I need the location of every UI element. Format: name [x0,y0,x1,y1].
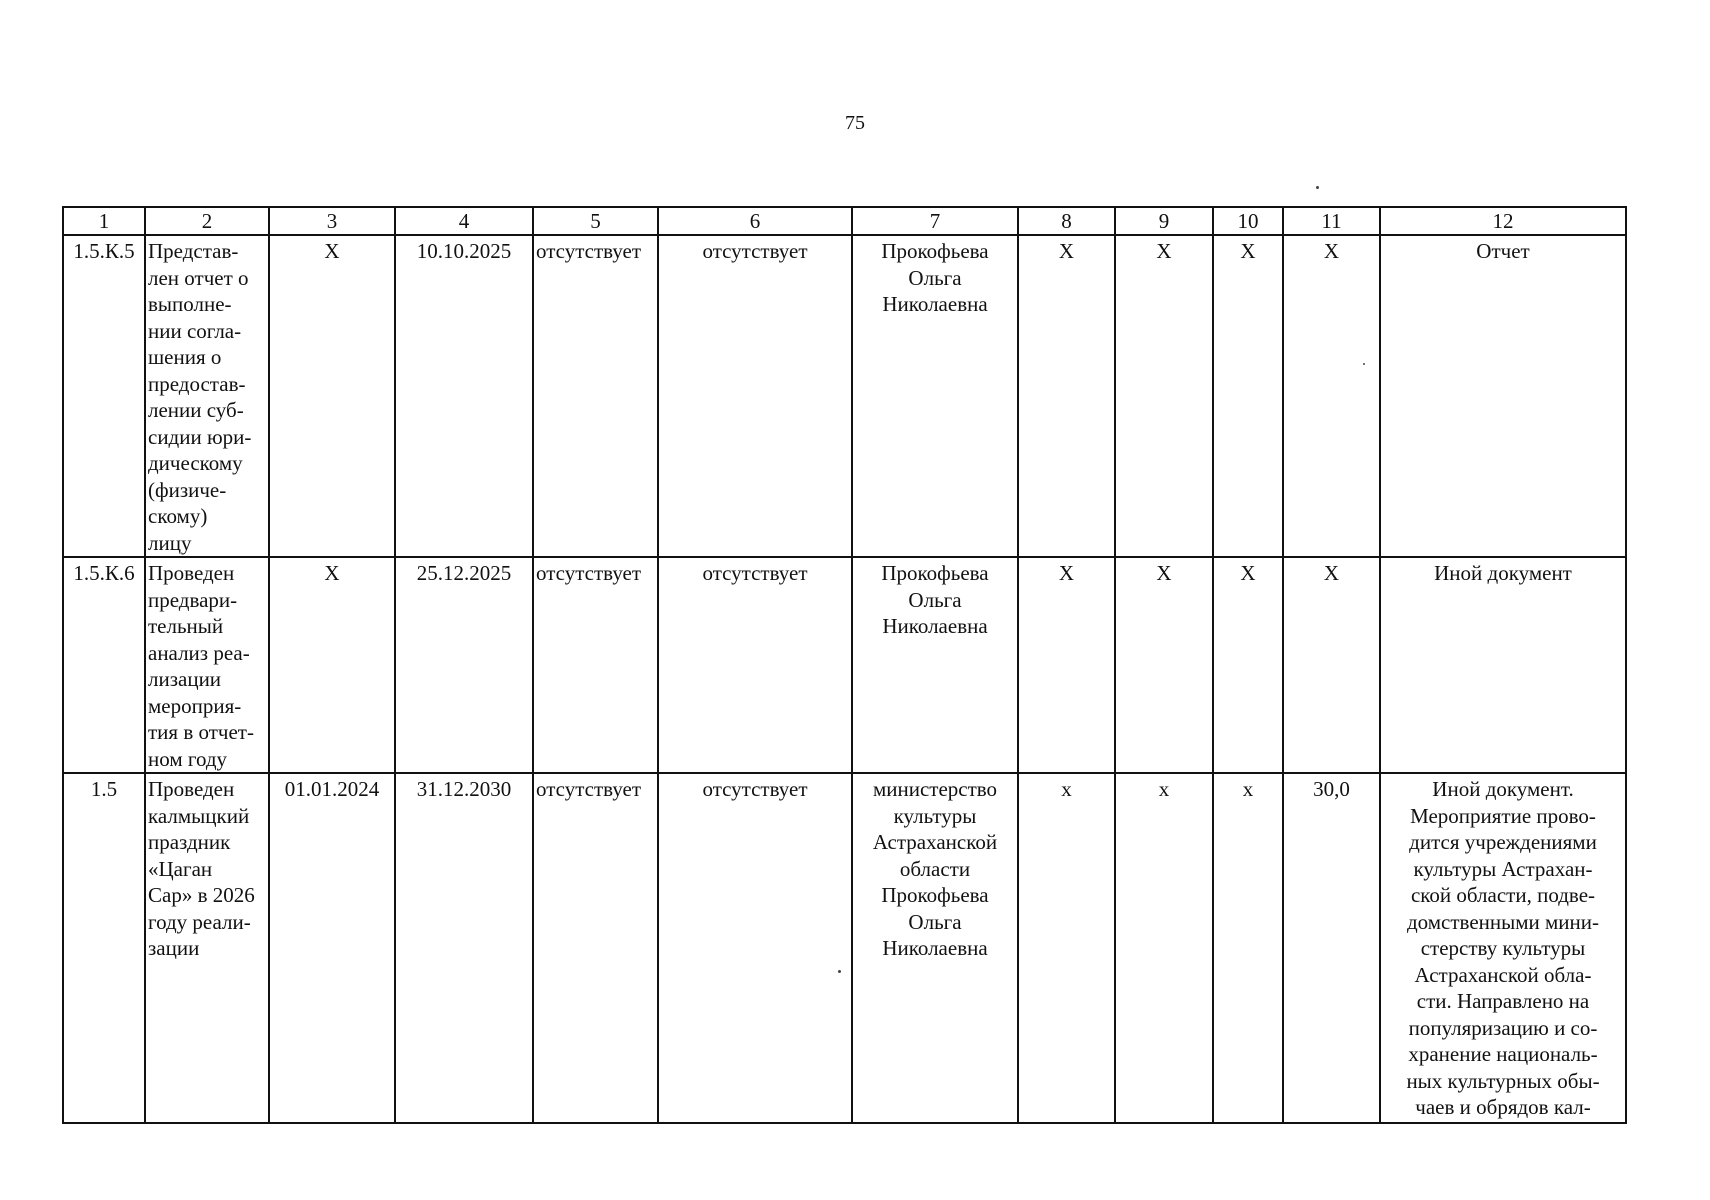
column-header: 8 [1018,207,1115,235]
row-start-date: 01.01.2024 [269,773,395,1123]
row-col9: Х [1115,235,1213,557]
column-header: 3 [269,207,395,235]
row-end-date: 10.10.2025 [395,235,533,557]
row-description: Представ- лен отчет о выполне- нии согла- шения о предостав- лении суб- сидии юри- дическому (физиче- скому) лицу [145,235,269,557]
row-col8: Х [1018,557,1115,773]
column-header: 4 [395,207,533,235]
column-header: 12 [1380,207,1626,235]
row-col9: Х [1115,557,1213,773]
column-header: 9 [1115,207,1213,235]
row-responsible: Прокофьева Ольга Николаевна [852,235,1018,557]
plan-table [62,206,1627,1124]
row-code: 1.5 [63,773,145,1123]
row-col6: отсутствует [658,773,852,1123]
row-note: Иной документ [1380,557,1626,773]
row-responsible: министерство культуры Астраханской области Прокофьева Ольга Николаевна [852,773,1018,1123]
row-col5: отсутствует [533,557,658,773]
row-col11: 30,0 [1283,773,1380,1123]
row-col6: отсутствует [658,235,852,557]
column-header: 10 [1213,207,1283,235]
column-header: 1 [63,207,145,235]
row-note: Иной документ. Мероприятие прово- дится учреждениями культуры Астрахан- ской области, подве- домственными мини- стерству культуры Астраханской обла- сти. Направлено на популяризацию и со- хранение националь- ных культурных обы- чаев и обрядов кал- [1380,773,1626,1123]
row-col8: Х [1018,235,1115,557]
row-col6: отсутствует [658,557,852,773]
row-col10: Х [1213,235,1283,557]
row-code: 1.5.К.5 [63,235,145,557]
row-col9: х [1115,773,1213,1123]
column-header: 7 [852,207,1018,235]
row-col11: Х [1283,235,1380,557]
table-header-row [63,207,1626,235]
row-code: 1.5.К.6 [63,557,145,773]
row-start-date: Х [269,557,395,773]
row-col11: Х [1283,557,1380,773]
page-number: 75 [845,112,865,134]
column-header: 11 [1283,207,1380,235]
column-header: 5 [533,207,658,235]
table-row [63,773,1626,1123]
table-row [63,235,1626,557]
row-end-date: 31.12.2030 [395,773,533,1123]
column-header: 6 [658,207,852,235]
row-col5: отсутствует [533,235,658,557]
row-description: Проведен предвари- тельный анализ реа- лизации мероприя- тия в отчет- ном году [145,557,269,773]
row-col8: х [1018,773,1115,1123]
table-row [63,557,1626,773]
row-end-date: 25.12.2025 [395,557,533,773]
scan-speck [1316,186,1319,189]
row-description: Проведен калмыцкий праздник «Цаган Сар» в 2026 году реали- зации [145,773,269,1123]
row-col10: Х [1213,557,1283,773]
column-header: 2 [145,207,269,235]
row-col5: отсутствует [533,773,658,1123]
row-note: Отчет [1380,235,1626,557]
row-start-date: Х [269,235,395,557]
row-col10: х [1213,773,1283,1123]
row-responsible: Прокофьева Ольга Николаевна [852,557,1018,773]
